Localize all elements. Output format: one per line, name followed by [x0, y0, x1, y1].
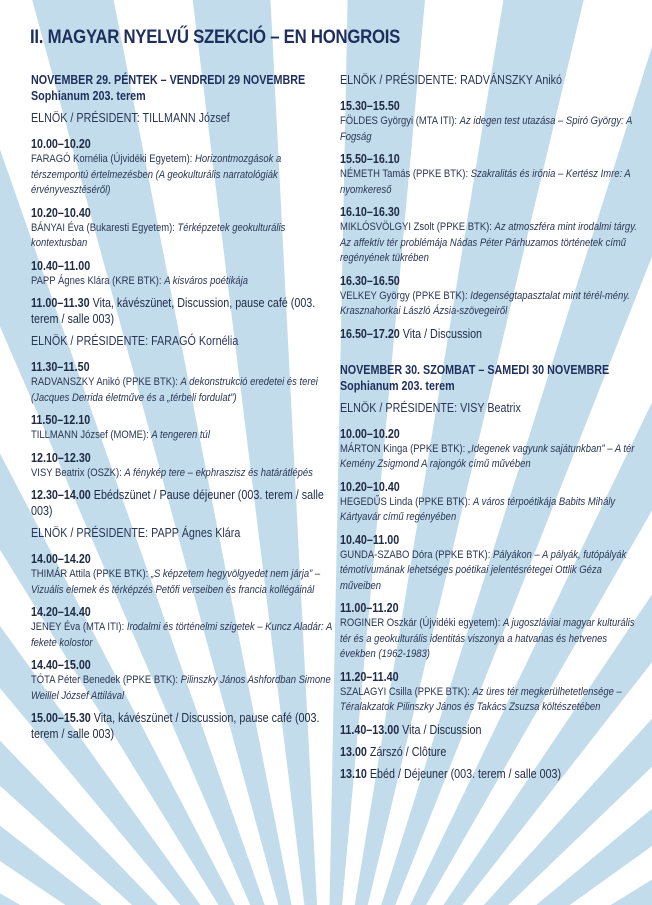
talk-title: Horizontmozgások a térszempontú értelmezésben (A geokulturális narratológiák érvényvesztéséről) — [31, 153, 282, 196]
session-time: 14.00–14.20 — [31, 552, 91, 566]
session-time: 16.30–16.50 — [340, 273, 400, 288]
chair-line: ELNÖK / PRÉSIDENTE: PAPP Ágnes Klára — [31, 526, 241, 540]
session-item — [340, 532, 641, 595]
talk-title: Pilinszky János Ashfordban Simone Weillel József Attilával — [31, 674, 331, 702]
talk-title: Térképzetek geokulturális kontextusban — [31, 221, 286, 249]
speaker: RADVANSZKY Anikó (PPKE BTK): — [31, 376, 181, 388]
talk-title: A kisváros poétikája — [164, 274, 248, 287]
session-item — [340, 669, 641, 716]
speaker: GUNDA-SZABO Dóra (PPKE BTK): — [340, 548, 493, 561]
session-item — [340, 426, 641, 473]
chair-line: ELNÖK / PRÉSIDENTE: FARAGÓ Kornélia — [31, 334, 239, 348]
chair-line: ELNÖK / PRÉSIDENT: TILLMANN József — [31, 111, 230, 125]
speaker: VISY Beatrix (OSZK): — [31, 466, 125, 479]
speaker: FÖLDES Györgyi (MTA ITI): — [340, 115, 460, 127]
lunch-item — [340, 766, 641, 782]
speaker: VELKEY György (PPKE BTK): — [340, 289, 471, 302]
speaker: ROGINER Oszkár (Újvidéki egyetem): — [340, 617, 503, 629]
session-time: 10.20–10.40 — [340, 479, 400, 494]
session-time: 11.50–12.10 — [31, 413, 91, 427]
lunch-text: Ebéd / Déjeuner (003. terem / salle 003) — [366, 766, 562, 781]
session-item — [31, 412, 332, 444]
break-text: Vita, kávészünet, Discussion, pause café (003. terem / salle 003) — [31, 296, 316, 326]
break-time: 16.50–17.20 — [340, 326, 400, 341]
break-time: 11.40–13.00 — [340, 722, 400, 737]
session-item — [31, 136, 332, 199]
session-time: 14.20–14.40 — [31, 605, 91, 619]
session-item — [31, 657, 332, 704]
session-time: 11.20–11.40 — [340, 669, 399, 684]
session-item — [340, 600, 641, 663]
talk-title: Az idegen test utazása – Spiró György: A Fogság — [340, 115, 632, 143]
room-label: Sophianum 203. terem — [31, 89, 146, 103]
session-time: 10.40–11.00 — [31, 258, 91, 273]
closing-item — [340, 744, 641, 760]
session-time: 15.50–16.10 — [340, 152, 400, 166]
speaker: TÓTA Péter Benedek (PPKE BTK): — [31, 674, 181, 686]
speaker: HEGEDŰS Linda (PPKE BTK): — [340, 495, 474, 508]
session-time: 11.00–11.20 — [340, 601, 399, 615]
speaker: SZALAGYI Csilla (PPKE BTK): — [340, 685, 473, 698]
talk-title: Pályákon – A pályák, futópályák témotívumának lehetséges poétikai jelentésrétegei Ottlik Géza műveiben — [340, 548, 627, 592]
talk-title: Irodalmi és történelmi szigetek – Kuncz Aladár: A fekete kolostor — [31, 621, 332, 649]
session-item — [340, 98, 641, 145]
session-time: 14.40–15.00 — [31, 658, 91, 672]
break-item — [340, 326, 641, 342]
break-time: 12.30–14.00 — [31, 488, 91, 502]
day-heading: NOVEMBER 29. PÉNTEK – VENDREDI 29 NOVEMBRE — [31, 73, 306, 87]
session-time: 10.00–10.20 — [31, 137, 91, 151]
talk-title: Idegenségtapasztalat mint térél-mény. Krasznahorkai László Ázsia-szövegeiről — [340, 289, 630, 317]
talk-title: „Idegenek vagyunk sajátunkban” – A tér Kemény Zsigmond A rajongók című művében — [340, 442, 635, 470]
session-item — [340, 204, 641, 267]
break-item — [31, 487, 332, 519]
session-time: 15.30–15.50 — [340, 99, 400, 113]
speaker: NÉMETH Tamás (PPKE BTK): — [340, 168, 471, 180]
session-item — [31, 359, 332, 406]
session-item — [31, 604, 332, 651]
day-heading: NOVEMBER 30. SZOMBAT – SAMEDI 30 NOVEMBRE — [340, 362, 610, 377]
speaker: MÁRTON Kinga (PPKE BTK): — [340, 442, 468, 455]
closing-time: 13.00 — [340, 744, 367, 759]
break-time: 15.00–15.30 — [31, 711, 91, 725]
talk-title: A tengeren túl — [151, 429, 210, 441]
talk-title: A jugoszláviai magyar kulturális tér és a geokulturális identitás viszonya a hatvanas és hetvenes években (1962-1983) — [340, 617, 635, 660]
session-item — [31, 450, 332, 482]
speaker: PAPP Ágnes Klára (KRE BTK): — [31, 274, 165, 287]
break-item — [340, 722, 641, 738]
session-time: 12.10–12.30 — [31, 450, 91, 465]
speaker: THIMÁR Attila (PPKE BTK): — [31, 568, 151, 580]
closing-text: Zárszó / Clôture — [366, 744, 447, 759]
session-item — [340, 479, 641, 526]
break-item — [31, 710, 332, 742]
speaker: TILLMANN József (MOME): — [31, 429, 152, 441]
break-text: Ebédszünet / Pause déjeuner (003. terem / salle 003) — [31, 488, 324, 518]
left-column — [31, 72, 331, 748]
speaker: JENEY Éva (MTA ITI): — [31, 621, 127, 633]
break-text: Vita / Discussion — [399, 722, 482, 737]
session-item — [340, 151, 641, 198]
chair-line: ELNÖK / PRÉSIDENTE: RADVÁNSZKY Anikó — [340, 73, 563, 87]
session-time: 10.20–10.40 — [31, 205, 91, 220]
talk-title: „S képzetem hegyvölgyedet nem járja” – Vizuális elemek és térképzés Petőfi verseiben és francia kollégáinál — [31, 568, 321, 596]
session-time: 10.40–11.00 — [340, 532, 400, 547]
talk-title: Az atmoszféra mint irodalmi tárgy. Az affektív tér problémája Nádas Péter Párhuzamos történetek című regényének tükrében — [340, 221, 637, 264]
session-time: 11.30–11.50 — [31, 360, 90, 374]
talk-title: Szakralitás és irónia – Kertész Imre: A nyomkereső — [340, 168, 631, 196]
talk-title: A dekonstrukció eredetei és terei (Jacques Derrida életműve és a „térbeli fordulat”) — [31, 376, 318, 404]
session-time: 16.10–16.30 — [340, 205, 400, 219]
speaker: MIKLÓSVÖLGYI Zsolt (PPKE BTK): — [340, 221, 495, 233]
break-text: Vita / Discussion — [399, 326, 483, 341]
break-text: Vita, kávészünet / Discussion, pause café (003. terem / salle 003) — [31, 711, 320, 741]
talk-title: Az üres tér megkerülhetetlensége – Téralakzatok Pilinszky János és Takács Zsuzsa költészetében — [340, 685, 622, 713]
session-item — [31, 258, 332, 290]
chair-line: ELNÖK / PRÉSIDENTE: VISY Beatrix — [340, 400, 521, 415]
session-item — [31, 551, 332, 598]
session-item — [31, 205, 332, 252]
break-item — [31, 295, 332, 327]
break-time: 11.00–11.30 — [31, 296, 90, 310]
lunch-time: 13.10 — [340, 766, 367, 781]
talk-title: A város térpoétikája Babits Mihály Kártyavár című regényében — [340, 495, 616, 523]
speaker: FARAGÓ Kornélia (Újvidéki Egyetem): — [31, 153, 196, 165]
session-item — [340, 273, 641, 320]
right-column — [340, 72, 640, 788]
talk-title: A fénykép tere – ekphraszisz és határátlépés — [124, 466, 313, 479]
room-label: Sophianum 203. terem — [340, 378, 455, 393]
speaker: BÁNYAI Éva (Bukaresti Egyetem): — [31, 221, 178, 234]
section-heading: II. MAGYAR NYELVŰ SZEKCIÓ – EN HONGROIS — [30, 26, 401, 48]
session-time: 10.00–10.20 — [340, 426, 400, 441]
